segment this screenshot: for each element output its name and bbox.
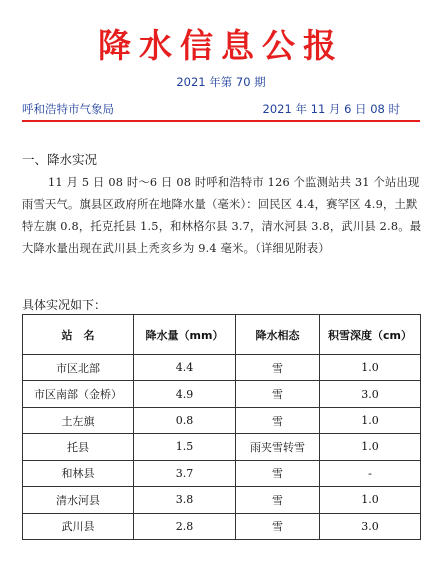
table-header-row xyxy=(23,315,421,355)
precipitation-phase: 雪 xyxy=(236,355,320,381)
station-name: 土左旗 xyxy=(23,407,134,433)
precipitation-summary: 11 月 5 日 08 时～6 日 08 时呼和浩特市 126 个监测站共 31 个站出现雨雪天气。旗县区政府所在地降水量（毫米）：回民区 4.4，赛罕区 4.9，土默特左旗 0.8，托克托县 1.5，和林格尔县 3.7，清水河县 3.8，武川县 2.8。最大降水量出现在武川县上秃亥乡为 9.4 毫米。（详细见附表） xyxy=(22,176,422,255)
precipitation-phase: 雪 xyxy=(236,407,320,433)
header-phase: 降水相态 xyxy=(236,315,320,355)
station-name: 武川县 xyxy=(23,513,134,539)
precipitation-phase: 雪 xyxy=(236,381,320,407)
station-name: 和林县 xyxy=(23,460,134,486)
snow-depth-value: 3.0 xyxy=(320,513,421,539)
table-row xyxy=(23,434,421,460)
precipitation-table xyxy=(22,314,421,540)
table-row xyxy=(23,381,421,407)
table-intro: 具体实况如下： xyxy=(22,298,107,312)
snow-depth-value: 1.0 xyxy=(320,407,421,433)
table-row xyxy=(23,355,421,381)
precipitation-value: 2.8 xyxy=(134,513,236,539)
snow-depth-value: 1.0 xyxy=(320,434,421,460)
issue-number: 2021 年第 70 期 xyxy=(176,75,266,89)
precipitation-phase: 雪 xyxy=(236,460,320,486)
precipitation-phase: 雪 xyxy=(236,487,320,513)
snow-depth-value: 3.0 xyxy=(320,381,421,407)
snow-depth-value: 1.0 xyxy=(320,355,421,381)
section-heading: 一、降水实况 xyxy=(22,152,98,167)
precipitation-value: 4.9 xyxy=(134,381,236,407)
header-snow-depth: 积雪深度（cm） xyxy=(320,315,421,355)
precipitation-phase: 雪 xyxy=(236,513,320,539)
table-row xyxy=(23,513,421,539)
precipitation-value: 1.5 xyxy=(134,434,236,460)
header-precipitation: 降水量（mm） xyxy=(134,315,236,355)
table-row xyxy=(23,407,421,433)
precipitation-value: 3.8 xyxy=(134,487,236,513)
precipitation-value: 3.7 xyxy=(134,460,236,486)
station-name: 清水河县 xyxy=(23,487,134,513)
issuing-bureau: 呼和浩特市气象局 xyxy=(22,102,114,116)
bulletin-title: 降水信息公报 xyxy=(98,26,344,65)
precipitation-value: 0.8 xyxy=(134,407,236,433)
station-name: 市区北部 xyxy=(23,355,134,381)
issue-datetime: 2021 年 11 月 6 日 08 时 xyxy=(262,102,400,116)
header-station: 站 名 xyxy=(23,315,134,355)
precipitation-value: 4.4 xyxy=(134,355,236,381)
station-name: 托县 xyxy=(23,434,134,460)
snow-depth-value: 1.0 xyxy=(320,487,421,513)
table-row xyxy=(23,460,421,486)
precipitation-phase: 雨夹雪转雪 xyxy=(236,434,320,460)
header-divider xyxy=(22,120,420,122)
table-row xyxy=(23,487,421,513)
snow-depth-value: - xyxy=(320,460,421,486)
station-name: 市区南部（金桥） xyxy=(23,381,134,407)
